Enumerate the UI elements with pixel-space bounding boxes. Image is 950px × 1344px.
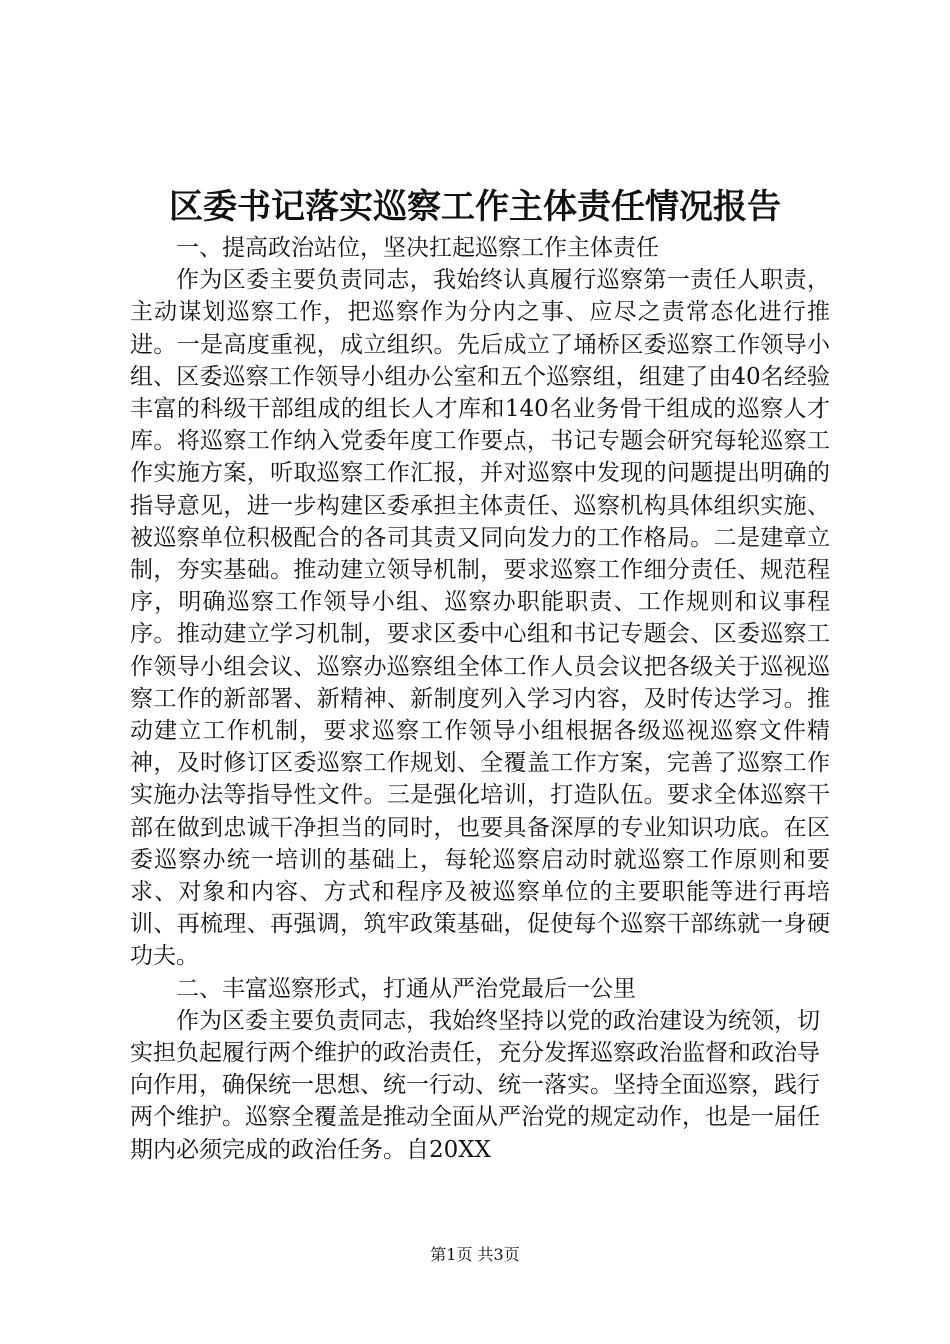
section-heading-2: 二、丰富巡察形式，打通从严治党最后一公里 xyxy=(176,975,636,1002)
body-paragraph-1: 作为区委主要负责同志，我始终认真履行巡察第一责任人职责，主动谋划巡察工作，把巡察作为分内之事、应尽之责常态化进行推进。一是高度重视，成立组织。先后成立了埇桥区委巡察工作领导小组、区委巡察工作领导小组办公室和五个巡察组，组建了由40名经验丰富的科级干部组成的组长人才库和140名业务骨干组成的巡察人才库。将巡察工作纳入党委年度工作要点，书记专题会研究每轮巡察工作实施方案，听取巡察工作汇报，并对巡察中发现的问题提出明确的指导意见，进一步构建区委承担主体责任、巡察机构具体组织实施、被巡察单位积极配合的各司其责又同向发力的工作格局。二是建章立制，夯实基础。推动建立领导机制，要求巡察工作细分责任、规范程序，明确巡察工作领导小组、巡察办职能职责、工作规则和议事程序。推动建立学习机制，要求区委中心组和书记专题会、区委巡察工作领导小组会议、巡察办巡察组全体工作人员会议把各级关于巡视巡察工作的新部署、新精神、新制度列入学习内容，及时传达学习。推动建立工作机制，要求巡察工作领导小组根据各级巡视巡察文件精神，及时修订区委巡察工作规划、全覆盖工作方案，完善了巡察工作实施办法等指导性文件。三是强化培训，打造队伍。要求全体巡察干部在做到忠诚干净担当的同时，也要具备深厚的专业知识功底。在区委巡察办统一培训的基础上，每轮巡察启动时就巡察工作原则和要求、对象和内容、方式和程序及被巡察单位的主要职能等进行再培训、再梳理、再强调，筑牢政策基础，促使每个巡察干部练就一身硬功夫。 xyxy=(130,267,830,970)
page-footer: 第1页 共3页 xyxy=(430,1245,520,1264)
body-paragraph-2: 作为区委主要负责同志，我始终坚持以党的政治建设为统领，切实担负起履行两个维护的政治责任，充分发挥巡察政治监督和政治导向作用，确保统一思想、统一行动、统一落实。坚持全面巡察，践行两个维护。巡察全覆盖是推动全面从严治党的规定动作，也是一届任期内必须完成的政治任务。自20XX xyxy=(130,1007,820,1163)
document-title: 区委书记落实巡察工作主体责任情况报告 xyxy=(169,187,781,227)
document-body xyxy=(130,232,830,1166)
section-heading-1: 一、提高政治站位，坚决扛起巡察工作主体责任 xyxy=(176,235,659,261)
